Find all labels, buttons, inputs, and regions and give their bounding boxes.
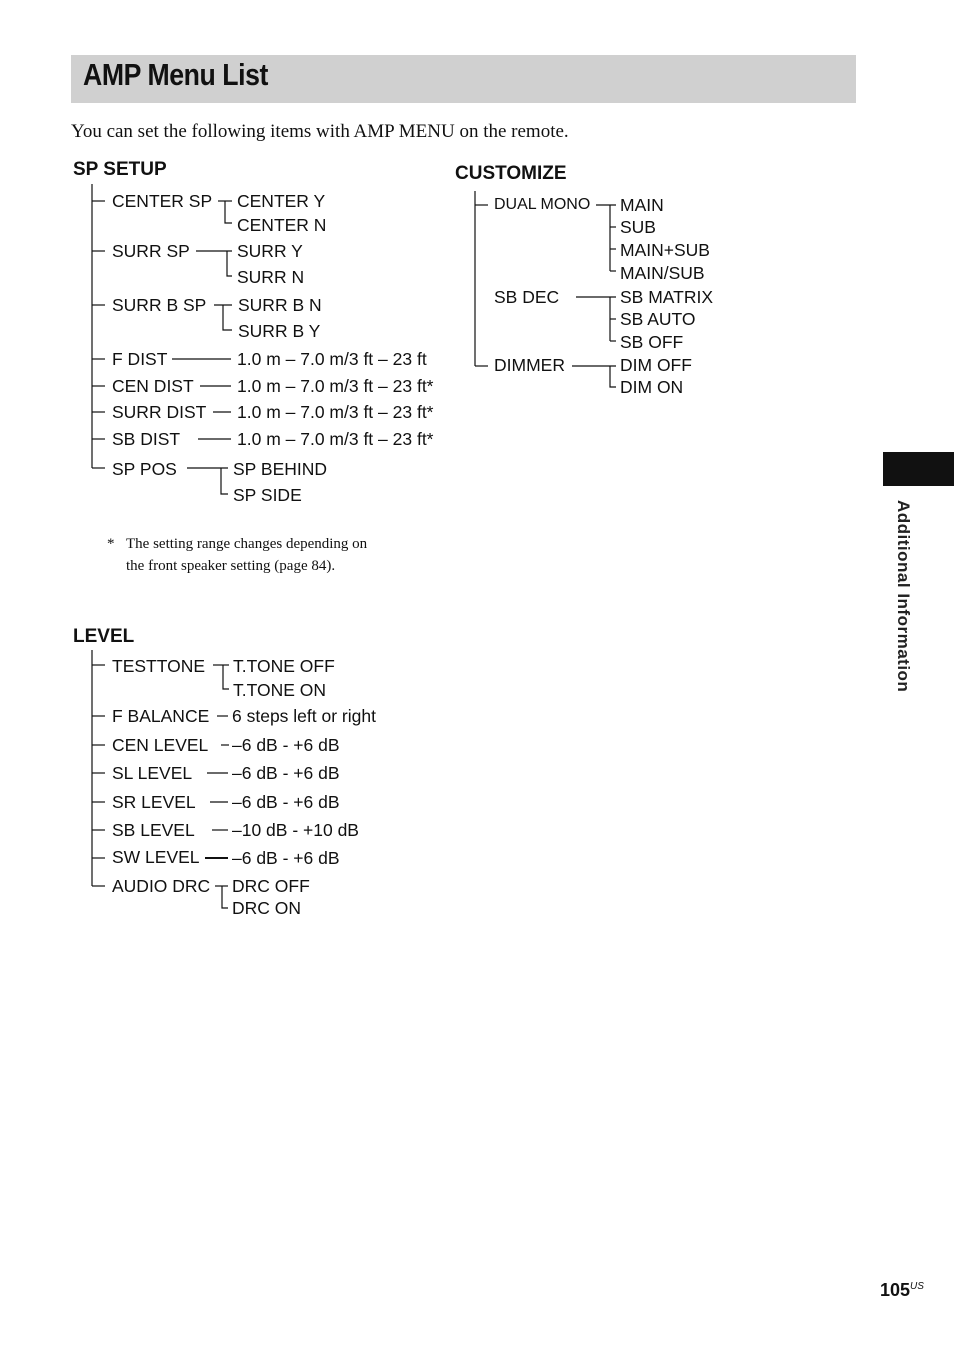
option-sub: SUB xyxy=(620,217,656,237)
value-sb-dist: 1.0 m – 7.0 m/3 ft – 23 ft* xyxy=(237,429,434,449)
intro-text: You can set the following items with AMP MENU on the remote. xyxy=(71,121,569,142)
menu-item-dual-mono: DUAL MONO xyxy=(494,196,591,213)
value-sl-level: –6 dB - +6 dB xyxy=(232,763,340,783)
value-sw-level: –6 dB - +6 dB xyxy=(232,848,340,868)
option-main: MAIN xyxy=(620,195,664,215)
option-sb-auto: SB AUTO xyxy=(620,309,696,329)
menu-item-surr-sp: SURR SP xyxy=(112,241,190,261)
option-main-sub-plus: MAIN+SUB xyxy=(620,240,710,260)
level-heading: LEVEL xyxy=(73,626,135,647)
menu-item-surr-dist: SURR DIST xyxy=(112,402,207,422)
customize-heading: CUSTOMIZE xyxy=(455,163,567,184)
menu-item-center-sp: CENTER SP xyxy=(112,191,213,211)
option-surr-n: SURR N xyxy=(237,267,305,287)
value-f-balance: 6 steps left or right xyxy=(232,706,376,726)
option-dim-on: DIM ON xyxy=(620,377,684,397)
option-center-n: CENTER N xyxy=(237,215,327,235)
option-sb-matrix: SB MATRIX xyxy=(620,287,714,307)
menu-item-surr-b-sp: SURR B SP xyxy=(112,295,207,315)
value-f-dist: 1.0 m – 7.0 m/3 ft – 23 ft xyxy=(237,349,427,369)
side-section-label: Additional Information xyxy=(894,500,913,693)
option-surr-y: SURR Y xyxy=(237,241,303,261)
value-cen-dist: 1.0 m – 7.0 m/3 ft – 23 ft* xyxy=(237,376,434,396)
value-cen-level: –6 dB - +6 dB xyxy=(232,735,340,755)
option-sb-off: SB OFF xyxy=(620,332,684,352)
value-sr-level: –6 dB - +6 dB xyxy=(232,792,340,812)
option-sp-side: SP SIDE xyxy=(233,485,302,505)
page-number-value: 105 xyxy=(880,1280,911,1300)
menu-item-testtone: TESTTONE xyxy=(112,656,206,676)
menu-item-sl-level: SL LEVEL xyxy=(112,763,193,783)
option-main-sub-slash: MAIN/SUB xyxy=(620,263,705,283)
footnote-line-1: The setting range changes depending on xyxy=(126,536,368,552)
option-t-tone-off: T.TONE OFF xyxy=(233,656,335,676)
footnote-mark: * xyxy=(107,536,115,552)
menu-item-audio-drc: AUDIO DRC xyxy=(112,876,211,896)
option-surr-b-n: SURR B N xyxy=(238,295,322,315)
page-title: AMP Menu List xyxy=(83,57,268,92)
option-surr-b-y: SURR B Y xyxy=(238,321,321,341)
menu-item-dimmer: DIMMER xyxy=(494,355,565,375)
value-sb-level: –10 dB - +10 dB xyxy=(232,820,359,840)
menu-item-sb-level: SB LEVEL xyxy=(112,820,195,840)
option-center-y: CENTER Y xyxy=(237,191,326,211)
menu-item-sr-level: SR LEVEL xyxy=(112,792,196,812)
option-dim-off: DIM OFF xyxy=(620,355,692,375)
menu-item-f-balance: F BALANCE xyxy=(112,706,210,726)
menu-item-sw-level: SW LEVEL xyxy=(112,847,200,867)
option-sp-behind: SP BEHIND xyxy=(233,459,328,479)
page-number-suffix: US xyxy=(910,1281,924,1292)
menu-item-sb-dec: SB DEC xyxy=(494,287,560,307)
section-tab-marker xyxy=(883,452,954,486)
sp-setup-heading: SP SETUP xyxy=(73,159,167,180)
footnote-line-2: the front speaker setting (page 84). xyxy=(126,558,336,574)
option-t-tone-on: T.TONE ON xyxy=(233,680,327,700)
menu-item-cen-dist: CEN DIST xyxy=(112,376,194,396)
page-number xyxy=(880,1280,924,1301)
option-drc-on: DRC ON xyxy=(232,898,302,918)
menu-item-sb-dist: SB DIST xyxy=(112,429,181,449)
value-surr-dist: 1.0 m – 7.0 m/3 ft – 23 ft* xyxy=(237,402,434,422)
menu-item-sp-pos: SP POS xyxy=(112,459,177,479)
menu-item-f-dist: F DIST xyxy=(112,349,168,369)
option-drc-off: DRC OFF xyxy=(232,876,310,896)
menu-item-cen-level: CEN LEVEL xyxy=(112,735,209,755)
